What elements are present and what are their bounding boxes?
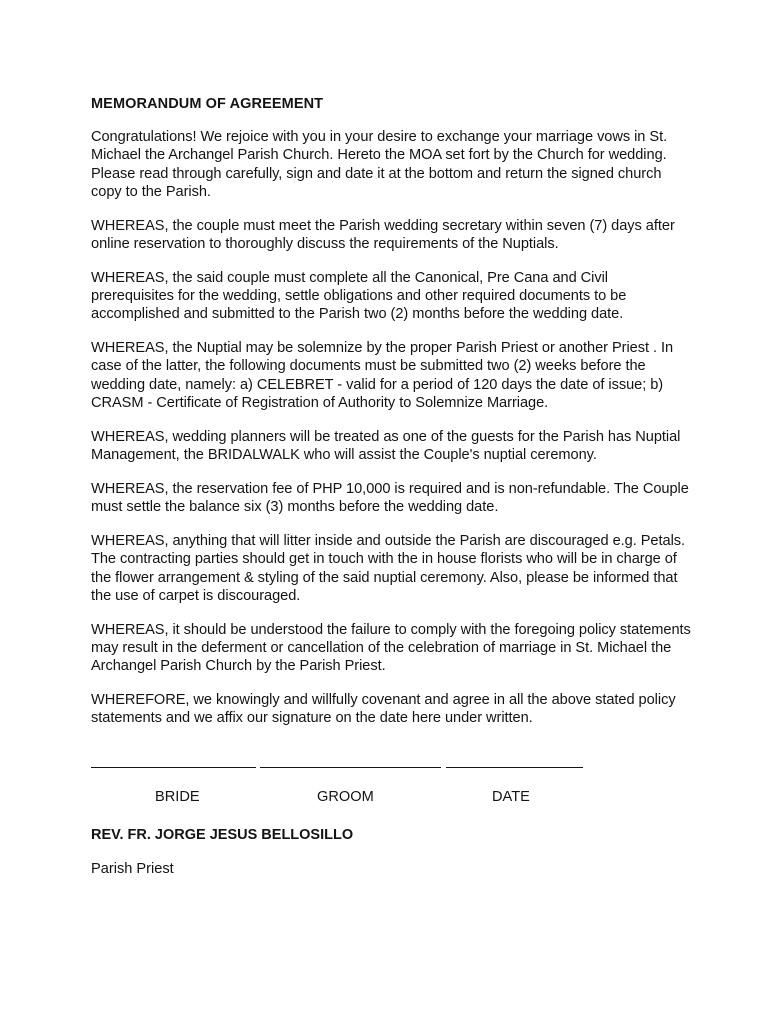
document-title: MEMORANDUM OF AGREEMENT (91, 96, 324, 112)
paragraph-wherefore: WHEREFORE, we knowingly and willfully covenant and agree in all the above stated policy statements and we affix our signature on the date here under written. (91, 692, 676, 727)
paragraph-whereas-litter: WHEREAS, anything that will litter inside and outside the Parish are discouraged e.g. Petals. The contracting parties should get in touch with the in house florists who will be in charge of the flower arrangement & styling of the said nuptial ceremony. Also, please be informed that the use of carpet is discouraged. (91, 533, 686, 604)
paragraph-whereas-prerequisites: WHEREAS, the said couple must complete all the Canonical, Pre Cana and Civil prerequisites for the wedding, settle obligations and other required documents to be accomplished and submitted to the Parish two (2) months before the wedding date. (91, 269, 627, 323)
signature-block (91, 767, 691, 817)
paragraph-whereas-officiant: WHEREAS, the Nuptial may be solemnize by the proper Parish Priest or another Priest . In case of the latter, the following documents must be submitted two (2) weeks before the wedding date, namely: a) CELEBRET - valid for a period of 120 days the date of issue; b) CRASM - Certificate of Registration of Authority to Solemnize Marriage. (91, 340, 674, 412)
groom-label: GROOM (317, 789, 374, 805)
priest-title: Parish Priest (91, 861, 174, 877)
paragraph-intro: Congratulations! We rejoice with you in your desire to exchange your marriage vows in St. Michael the Archangel Parish Church. Hereto the MOA set fort by the Church for wedding. Please read through carefully, sign and date it at the bottom and return the signed church copy to the Parish. (91, 129, 668, 200)
groom-signature-line (260, 767, 441, 768)
bride-label: BRIDE (155, 789, 200, 805)
document-body (91, 95, 691, 743)
paragraph-whereas-compliance: WHEREAS, it should be understood the failure to comply with the foregoing policy statements may result in the deferment or cancellation of the celebration of marriage in St. Michael the Archangel Parish Church by the Parish Priest. (91, 621, 691, 675)
paragraph-whereas-planners: WHEREAS, wedding planners will be treated as one of the guests for the Parish has Nuptial Management, the BRIDALWALK who will assist the Couple's nuptial ceremony. (91, 428, 681, 464)
paragraph-whereas-secretary: WHEREAS, the couple must meet the Parish wedding secretary within seven (7) days after online reservation to thoroughly discuss the requirements of the Nuptials. (91, 217, 675, 252)
date-label: DATE (492, 789, 530, 805)
priest-name: REV. FR. JORGE JESUS BELLOSILLO (91, 827, 354, 843)
bride-signature-line (91, 767, 256, 768)
date-signature-line (446, 767, 583, 768)
paragraph-whereas-fee: WHEREAS, the reservation fee of PHP 10,000 is required and is non-refundable. The Couple must settle the balance six (3) months before the wedding date. (91, 480, 689, 516)
